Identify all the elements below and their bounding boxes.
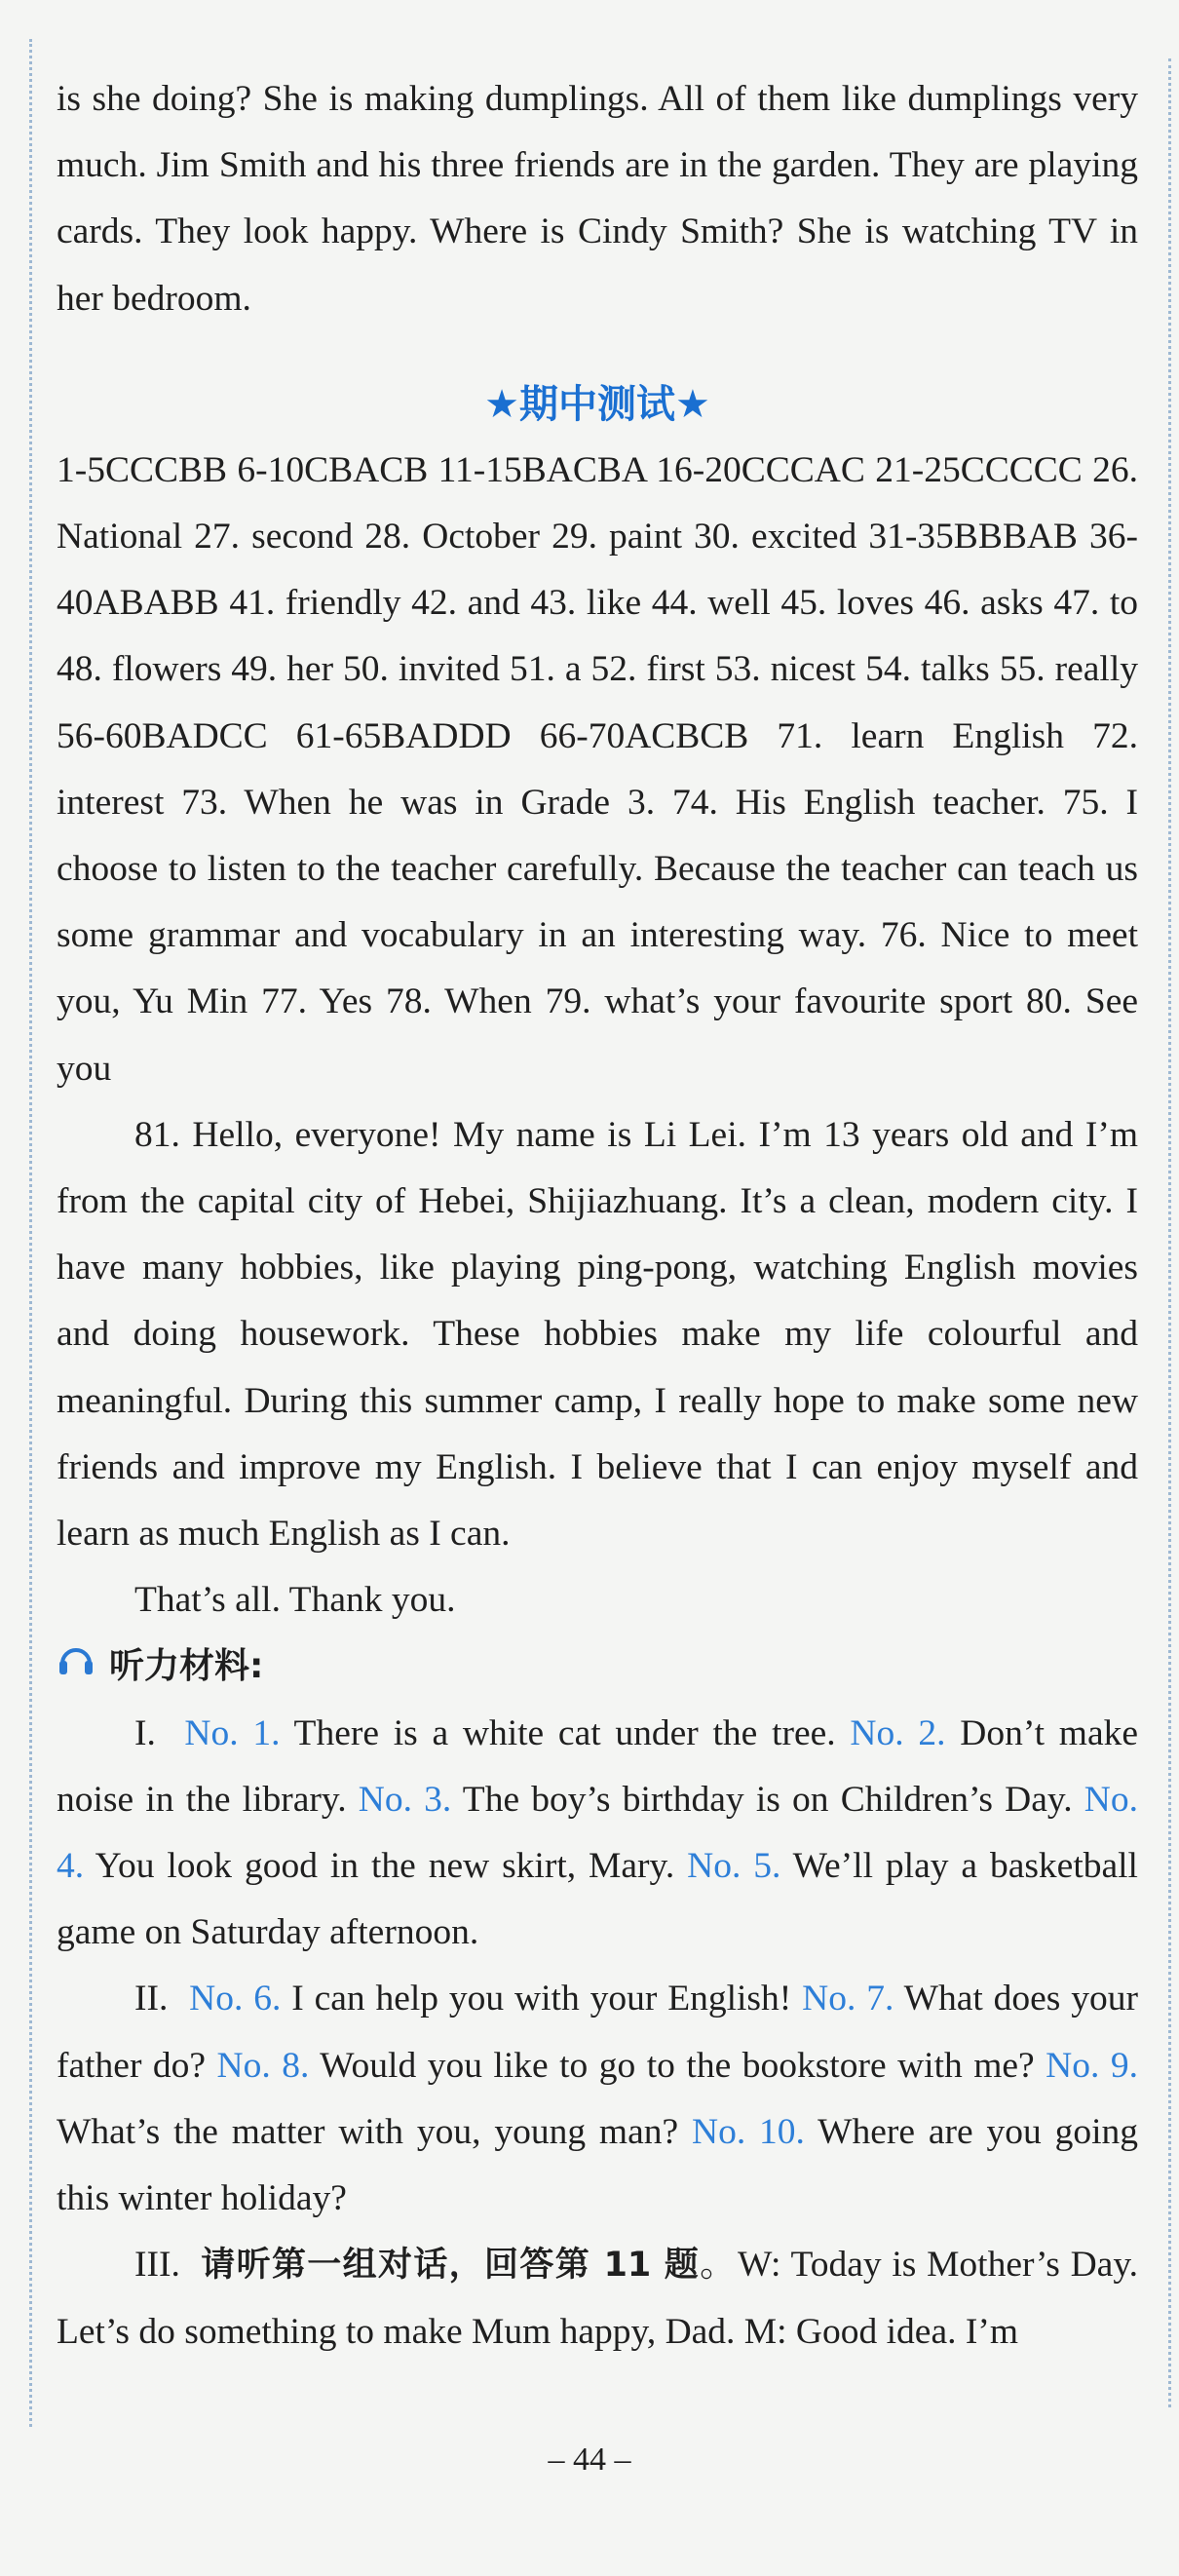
right-dotted-rule	[1168, 58, 1171, 2407]
part-1-label: I.	[134, 1712, 156, 1753]
listening-title: 听力材料:	[109, 1646, 264, 1687]
item-text: What’s the matter with you, young man?	[57, 2111, 692, 2152]
closing-line: That’s all. Thank you.	[134, 1580, 456, 1621]
left-dotted-rule	[29, 39, 32, 2427]
headphones-icon	[57, 1634, 95, 1700]
item-number: No. 6.	[189, 1979, 282, 2019]
item-text: You look good in the new skirt, Mary.	[84, 1846, 688, 1887]
item-text: The boy’s birthday is on Children’s Day.	[451, 1779, 1084, 1820]
listening-part-1	[57, 1701, 1138, 1967]
part-3-punct: 。	[700, 2245, 738, 2286]
item-number: No. 1.	[184, 1712, 281, 1753]
page-number: – 44 –	[548, 2441, 631, 2478]
answer-key: 1-5CCCBB 6-10CBACB 11-15BACBA 16-20CCCAC 21-25CCCCC 26. National 27. second 28. October 29. paint 30. excited 31-35BBBAB 36-40ABABB 41. friendly 42. and 43. like 44. well 45. loves 46. asks 47. to 48. flowers 49. her 50. invited 51. a 52. first 53. nicest 54. talks 55. really 56-60BADCC 61-65BADDD 66-70ACBCB 71. learn English 72. interest 73. When he was in Grade 3. 74. His English teacher. 75. I choose to listen to the teacher carefully. Because the teacher can teach us some grammar and vocabulary in an interesting way. 76. Nice to meet you, Yu Min 77. Yes 78. When 79. what’s your favourite sport 80. See you	[57, 449, 1138, 1089]
part-2-label: II.	[134, 1979, 169, 2019]
part-3-text: W: Today is Mother’s Day. Let’s do something to make Mum happy, Dad. M: Good idea. I’m	[57, 2245, 1139, 2352]
item-number: No. 9.	[1046, 2045, 1138, 2086]
listening-heading	[57, 1634, 1138, 1700]
item-text: Would you like to go to the bookstore with me?	[309, 2045, 1046, 2086]
item-number: No. 3.	[358, 1779, 452, 1820]
item-text: I can help you with your English!	[281, 1979, 803, 2019]
item-text: Where are you going this winter holiday?	[57, 2111, 1138, 2219]
listening-part-2	[57, 1966, 1138, 2232]
intro-paragraph: is she doing? She is making dumplings. All of them like dumplings very much. Jim Smith and his three friends are in the garden. They are playing cards. They look happy. Where is Cindy Smith? She is watching TV in her bedroom.	[57, 79, 1138, 319]
essay-paragraph: 81. Hello, everyone! My name is Li Lei. I’m 13 years old and I’m from the capital city of Hebei, Shijiazhuang. It’s a clean, modern city. I have many hobbies, like playing ping-pong, watching English movies and doing housework. These hobbies make my life colourful and meaningful. During this summer camp, I really hope to make some new friends and improve my English. I believe that I can enjoy myself and learn as much English as I can.	[57, 1114, 1138, 1555]
item-text: We’ll play a basketball game on Saturday afternoon.	[57, 1846, 1138, 1953]
item-number: No. 10.	[691, 2111, 805, 2152]
listening-part-3	[57, 2232, 1138, 2365]
item-text: What does your father do?	[57, 1979, 1139, 2086]
part-3-label: III.	[134, 2245, 180, 2286]
item-text: There is a white cat under the tree.	[280, 1712, 851, 1753]
item-number: No. 7.	[802, 1979, 894, 2019]
content-area	[57, 66, 1138, 2365]
item-number: No. 2.	[850, 1712, 946, 1753]
item-number: No. 8.	[216, 2045, 310, 2086]
item-text: Don’t make noise in the library.	[57, 1712, 1138, 1820]
item-number: No. 5.	[687, 1846, 781, 1887]
part-3-instruction: 请听第一组对话，回答第 11 题	[201, 2246, 701, 2286]
item-number: No. 4.	[57, 1779, 1138, 1887]
section-title: ★期中测试★	[484, 381, 710, 427]
